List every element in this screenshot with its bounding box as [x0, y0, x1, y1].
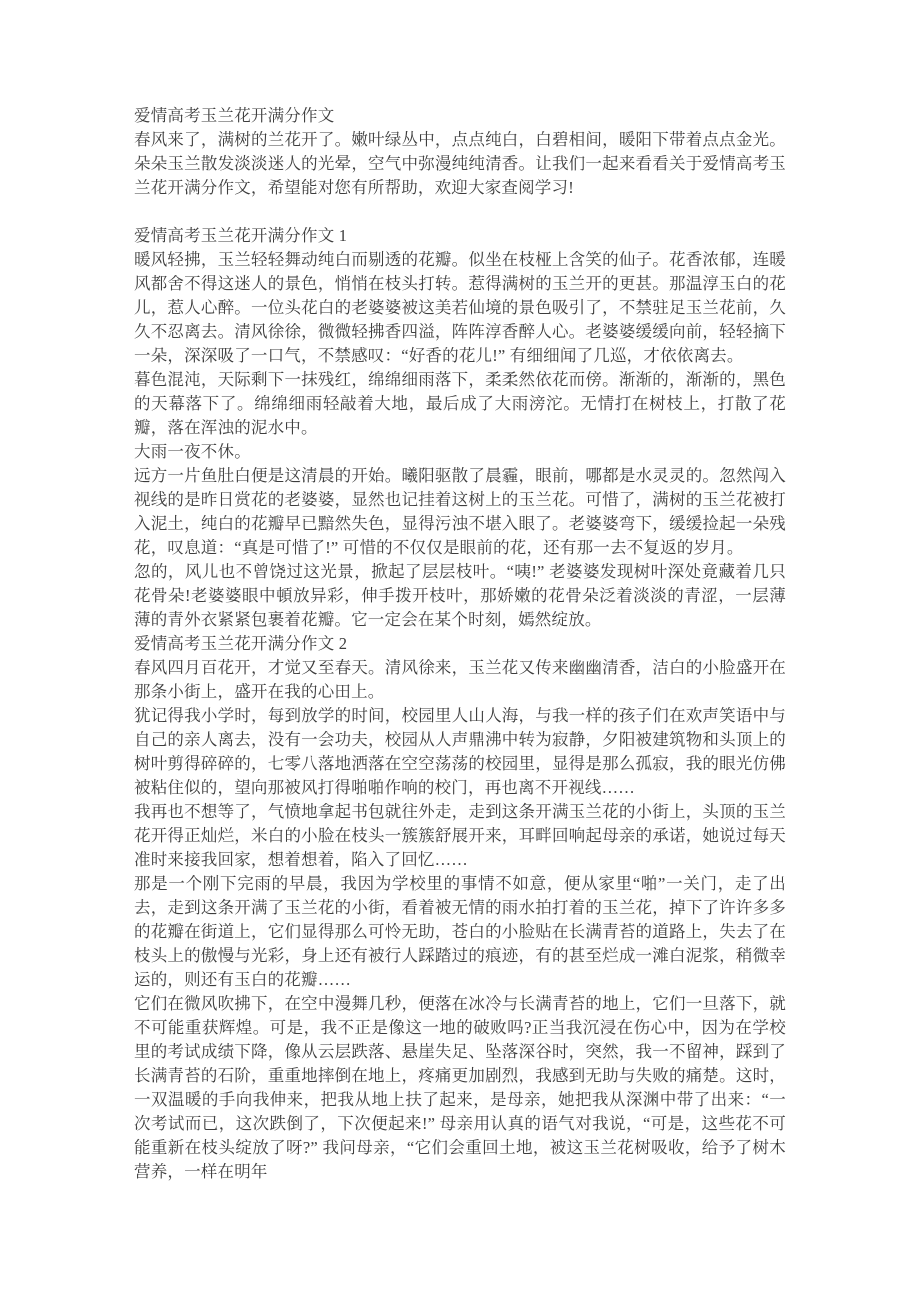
section-1-paragraph: 暮色混沌，天际剩下一抹残红，绵绵细雨落下，柔柔然依花而傍。渐渐的，渐渐的，黑色的天幕落下了。绵绵细雨轻敲着大地，最后成了大雨滂沱。无情打在树枝上，打散了花瓣，落在浑浊的泥水中。	[134, 370, 786, 437]
section-1-paragraph: 暖风轻拂，玉兰轻轻舞动纯白而剔透的花瓣。似坐在枝桠上含笑的仙子。花香浓郁，连暖风都舍不得这迷人的景色，悄悄在枝头打转。惹得满树的玉兰开的更甚。那温淳玉白的花儿，惹人心醉。一位头花白的老婆婆被这美若仙境的景色吸引了，不禁驻足玉兰花前，久久不忍离去。清风徐徐，微微轻拂香四溢，阵阵淳香醉人心。老婆婆缓缓向前，轻轻摘下一朵，深深吸了一口气，不禁感叹：“好香的花儿!” 有细细闻了几巡，才依依离去。	[134, 250, 786, 365]
section-1-paragraph: 远方一片鱼肚白便是这清晨的开始。曦阳驱散了晨霾，眼前，哪都是水灵灵的。忽然闯入视线的是昨日赏花的老婆婆，显然也记挂着这树上的玉兰花。可惜了，满树的玉兰花被打入泥土，纯白的花瓣早已黯然失色，显得污浊不堪入眼了。老婆婆弯下，缓缓捡起一朵残花，叹息道：“真是可惜了!” 可惜的不仅仅是眼前的花，还有那一去不复返的岁月。	[134, 466, 786, 557]
section-2-paragraph: 那是一个刚下完雨的早晨，我因为学校里的事情不如意，便从家里“啪”一关门，走了出去，走到这条开满了玉兰花的小街，看着被无情的雨水拍打着的玉兰花，掉下了许许多多的花瓣在街道上，它们显得那么可怜无助，苍白的小脸贴在长满青苔的道路上，失去了在枝头上的傲慢与光彩，身上还有被行人踩踏过的痕迹，有的甚至烂成一滩白泥浆，稍微幸运的，则还有玉白的花瓣……	[134, 874, 786, 989]
section-2-paragraph: 犹记得我小学时，每到放学的时间，校园里人山人海，与我一样的孩子们在欢声笑语中与自己的亲人离去，没有一会功夫，校园从人声鼎沸中转为寂静，夕阳被建筑物和头顶上的树叶剪得碎碎的，七零八落地洒落在空空荡荡的校园里，显得是那么孤寂，我的眼光仿佛被粘住似的，望向那被风打得啪啪作响的校门，再也离不开视线……	[134, 706, 786, 797]
intro-paragraph: 春风来了，满树的兰花开了。嫩叶绿丛中，点点纯白，白碧相间，暖阳下带着点点金光。朵朵玉兰散发淡淡迷人的光晕，空气中弥漫纯纯清香。让我们一起来看看关于爱情高考玉兰花开满分作文，希望能对您有所帮助，欢迎大家查阅学习!	[134, 130, 786, 197]
document-title: 爱情高考玉兰花开满分作文	[134, 106, 335, 125]
section-1-heading: 爱情高考玉兰花开满分作文 1	[134, 226, 348, 245]
section-2-heading: 爱情高考玉兰花开满分作文 2	[134, 634, 348, 653]
section-2-paragraph: 它们在微风吹拂下，在空中漫舞几秒，便落在冰冷与长满青苔的地上，它们一旦落下，就不可能重获辉煌。可是，我不正是像这一地的破败吗?正当我沉浸在伤心中，因为在学校里的考试成绩下降，像从云层跌落、悬崖失足、坠落深谷时，突然，我一不留神，踩到了长满青苔的石阶，重重地摔倒在地上，疼痛更加剧烈，我感到无助与失败的痛楚。这时，一双温暖的手向我伸来，把我从地上扶了起来，是母亲，她把我从深渊中带了出来：“一次考试而已，这次跌倒了，下次便起来!” 母亲用认真的语气对我说，“可是，这些花不可能重新在枝头绽放了呀?” 我问母亲，“它们会重回土地，被这玉兰花树吸收，给予了树木营养，一样在明年	[134, 994, 786, 1181]
section-1-paragraph: 大雨一夜不休。	[134, 442, 251, 461]
section-2-paragraph: 我再也不想等了，气愤地拿起书包就往外走，走到这条开满玉兰花的小街上，头顶的玉兰花开得正灿烂，米白的小脸在枝头一簇簇舒展开来，耳畔回响起母亲的承诺，她说过每天准时来接我回家，想着想着，陷入了回忆……	[134, 802, 786, 869]
section-2-paragraph: 春风四月百花开，才觉又至春天。清风徐来，玉兰花又传来幽幽清香，洁白的小脸盛开在那条小街上，盛开在我的心田上。	[134, 658, 786, 701]
section-1-paragraph: 忽的，风儿也不曾饶过这光景，掀起了层层枝叶。“咦!” 老婆婆发现树叶深处竟藏着几只花骨朵!老婆婆眼中頓放异彩，伸手拨开枝叶，那娇嫩的花骨朵泛着淡淡的青涩，一层薄薄的青外衣紧紧包裹着花瓣。它一定会在某个时刻，嫣然绽放。	[134, 562, 786, 629]
document-content	[134, 104, 786, 1184]
